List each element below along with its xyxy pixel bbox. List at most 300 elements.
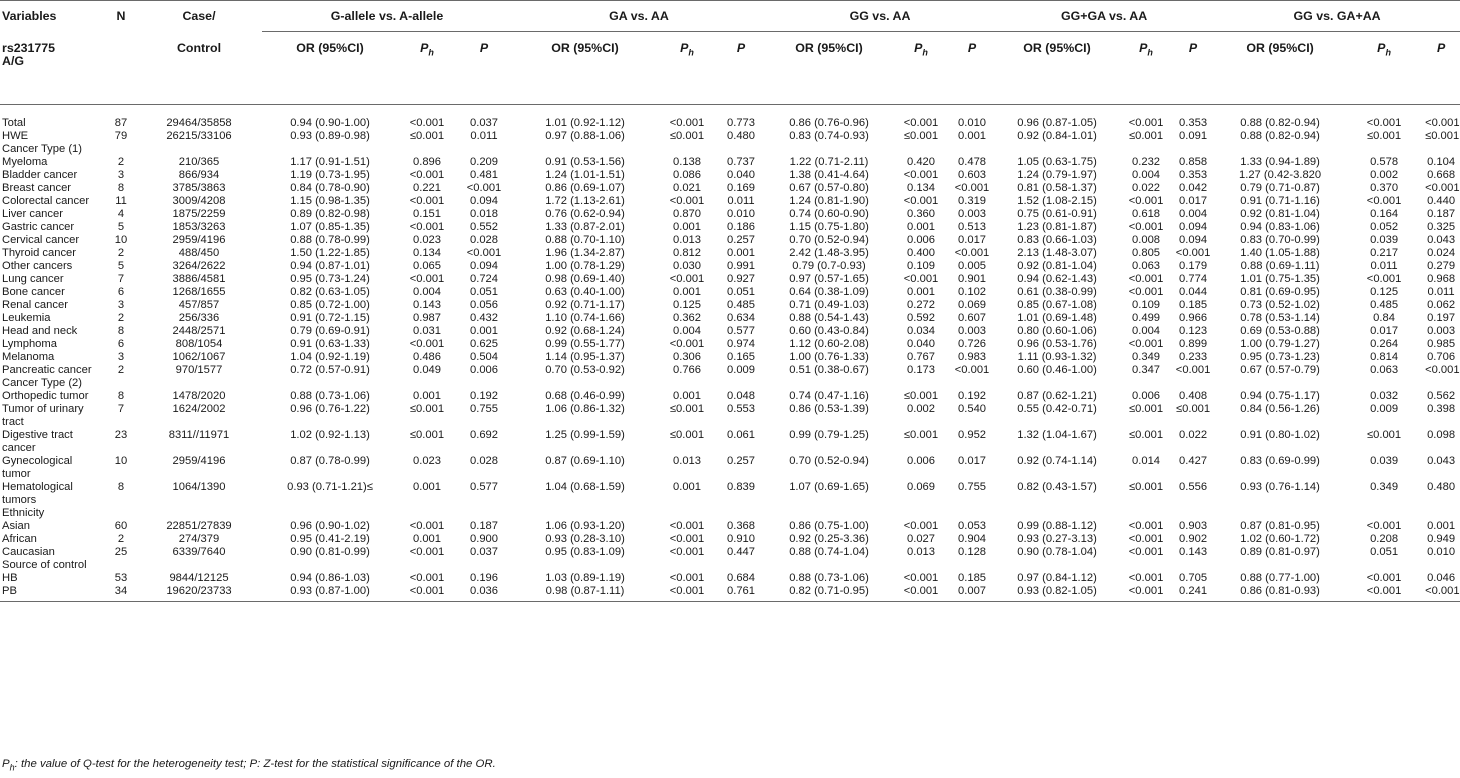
p-cell: 0.904 xyxy=(958,533,987,545)
or-cell: 0.94 (0.90-1.00) xyxy=(290,117,370,129)
case-control-cell: 9844/12125 xyxy=(169,572,229,584)
case-control-cell: 22851/27839 xyxy=(166,520,232,532)
or-cell: 0.81 (0.69-0.95) xyxy=(1240,286,1320,298)
p-cell: 0.257 xyxy=(727,455,755,467)
ph-cell: 0.217 xyxy=(1370,247,1399,259)
ph-cell: <0.001 xyxy=(1366,117,1402,129)
p-cell: 0.902 xyxy=(1179,533,1208,545)
table-row xyxy=(0,572,1460,585)
table-row xyxy=(0,234,1460,247)
ph-header xyxy=(398,32,456,105)
table-row xyxy=(0,338,1460,351)
ph-cell: 0.032 xyxy=(1370,390,1399,402)
ph-cell: 0.009 xyxy=(1370,403,1399,415)
section-label: Ethnicity xyxy=(2,507,45,519)
ph-cell: 0.349 xyxy=(1370,481,1399,493)
n-cell: 60 xyxy=(114,520,128,532)
or-cell: 0.88 (0.82-0.94) xyxy=(1240,117,1320,129)
row-label: Total xyxy=(2,117,26,129)
p-cell: 0.062 xyxy=(1427,299,1456,311)
or-cell: 0.97 (0.84-1.12) xyxy=(1017,572,1097,584)
ph-header-sub: h xyxy=(1147,47,1153,58)
group-header-ga-vs-aa: GA vs. AA xyxy=(512,1,766,32)
row-label: African xyxy=(2,533,37,545)
table-row xyxy=(0,299,1460,312)
or-cell: 0.92 (0.68-1.24) xyxy=(545,325,625,337)
ph-header xyxy=(892,32,950,105)
or-cell: 0.82 (0.63-1.05) xyxy=(290,286,370,298)
ph-cell: ≤0.001 xyxy=(1366,429,1402,441)
or-cell: 1.24 (0.81-1.90) xyxy=(789,195,869,207)
p-cell: 0.028 xyxy=(470,455,498,467)
ph-header-sub: h xyxy=(428,47,434,58)
ph-cell: ≤0.001 xyxy=(409,429,445,441)
p-header: P xyxy=(716,32,766,105)
case-control-header-top: Case/ xyxy=(136,1,262,32)
or-cell: 1.96 (1.34-2.87) xyxy=(545,247,625,259)
or-cell: 2.13 (1.48-3.07) xyxy=(1017,247,1097,259)
table-row xyxy=(0,520,1460,533)
or-cell: 0.88 (0.69-1.11) xyxy=(1240,260,1320,272)
or-cell: 0.80 (0.60-1.06) xyxy=(1017,325,1097,337)
ph-cell: 0.400 xyxy=(907,247,935,259)
case-control-header-bottom: Control xyxy=(136,32,262,105)
row-label: PB xyxy=(0,585,106,602)
or-cell: 0.93 (0.89-0.98) xyxy=(290,130,370,142)
ph-cell: 0.051 xyxy=(1370,546,1399,558)
p-cell: <0.001 xyxy=(954,182,990,194)
or-cell: 0.88 (0.78-0.99) xyxy=(290,234,370,246)
case-control-cell: 866/934 xyxy=(178,169,220,181)
ph-cell: 0.485 xyxy=(1370,299,1399,311)
ph-cell: 0.013 xyxy=(673,455,701,467)
p-cell: 0.858 xyxy=(1179,156,1208,168)
n-cell: 8 xyxy=(117,182,125,194)
or-cell: 2.42 (1.48-3.95) xyxy=(789,247,869,259)
or-cell: 0.84 (0.78-0.90) xyxy=(290,182,370,194)
p-cell: 0.010 xyxy=(727,208,755,220)
or-cell: 0.91 (0.53-1.56) xyxy=(545,156,625,168)
or-cell: 0.84 (0.56-1.26) xyxy=(1240,403,1320,415)
ph-cell: 0.208 xyxy=(1370,533,1399,545)
or-cell: 0.85 (0.72-1.00) xyxy=(290,299,370,311)
ph-cell: 0.347 xyxy=(1132,364,1161,376)
p-cell: 0.353 xyxy=(1179,117,1208,129)
or-cell: 0.88 (0.77-1.00) xyxy=(1240,572,1320,584)
p-cell: 0.706 xyxy=(1427,351,1456,363)
p-cell: 0.053 xyxy=(958,520,987,532)
section-label: Cancer Type (2) xyxy=(2,377,83,389)
or-cell: 0.89 (0.81-0.97) xyxy=(1240,546,1320,558)
or-header: OR (95%CI) xyxy=(262,32,398,105)
p-cell: 0.540 xyxy=(958,403,987,415)
ph-cell: 0.017 xyxy=(1370,325,1399,337)
p-cell: 0.186 xyxy=(727,221,755,233)
p-cell: 0.051 xyxy=(470,286,498,298)
ph-cell: 0.001 xyxy=(673,481,701,493)
n-cell: 79 xyxy=(114,130,128,142)
p-cell: 0.991 xyxy=(727,260,755,272)
row-label: Digestive tract cancer xyxy=(2,429,73,454)
case-control-cell: 1624/2002 xyxy=(172,403,226,415)
or-cell: 0.64 (0.38-1.09) xyxy=(789,286,869,298)
case-control-cell: 19620/23733 xyxy=(136,585,262,602)
p-cell: 0.408 xyxy=(1179,390,1208,402)
or-cell: 1.02 (0.60-1.72) xyxy=(1240,533,1320,545)
p-cell: 0.003 xyxy=(958,325,987,337)
ph-cell: 0.004 xyxy=(1132,325,1161,337)
p-cell: 0.001 xyxy=(958,130,987,142)
case-control-cell: 3264/2622 xyxy=(172,260,226,272)
or-cell: 0.82 (0.43-1.57) xyxy=(1017,481,1097,493)
ph-header xyxy=(1120,32,1172,105)
p-cell: 0.010 xyxy=(1427,546,1456,558)
p-cell: 0.607 xyxy=(958,312,987,324)
ph-cell: 0.027 xyxy=(907,533,935,545)
or-cell: 0.96 (0.76-1.22) xyxy=(290,403,370,415)
ph-cell: <0.001 xyxy=(1366,520,1402,532)
p-cell: 0.755 xyxy=(958,481,987,493)
row-label: Bladder cancer xyxy=(2,169,78,181)
n-cell: 2 xyxy=(117,533,125,545)
row-label: Melanoma xyxy=(2,351,55,363)
or-cell: 0.63 (0.40-1.00) xyxy=(545,286,625,298)
ph-cell: 0.001 xyxy=(907,221,935,233)
ph-cell: 0.030 xyxy=(673,260,701,272)
or-cell: 1.10 (0.74-1.66) xyxy=(545,312,625,324)
ph-cell: 0.134 xyxy=(907,182,935,194)
or-header: OR (95%CI) xyxy=(1214,32,1346,105)
ph-cell: <0.001 xyxy=(1128,533,1164,545)
ph-cell: 0.592 xyxy=(907,312,935,324)
p-cell: 0.761 xyxy=(716,585,766,602)
ph-cell: 0.014 xyxy=(1132,455,1161,467)
p-cell: 0.017 xyxy=(958,234,987,246)
or-cell: 0.88 (0.54-1.43) xyxy=(789,312,869,324)
row-label: HWE xyxy=(2,130,29,142)
snp-alleles: A/G xyxy=(2,53,25,68)
ph-cell: 0.814 xyxy=(1370,351,1399,363)
or-cell: 0.93 (0.28-3.10) xyxy=(545,533,625,545)
or-cell: 0.88 (0.70-1.10) xyxy=(545,234,625,246)
or-header: OR (95%CI) xyxy=(994,32,1120,105)
p-cell: 0.044 xyxy=(1179,286,1208,298)
table-row xyxy=(0,182,1460,195)
row-label: Gynecological tumor xyxy=(2,455,73,480)
ph-cell: ≤0.001 xyxy=(903,390,939,402)
or-cell: 0.75 (0.61-0.91) xyxy=(1017,208,1097,220)
p-cell: 0.949 xyxy=(1427,533,1456,545)
row-label: Leukemia xyxy=(2,312,51,324)
p-cell: 0.007 xyxy=(950,585,994,602)
ph-cell: <0.001 xyxy=(903,273,939,285)
p-cell: <0.001 xyxy=(466,182,502,194)
p-cell: 0.001 xyxy=(470,325,498,337)
ph-cell: ≤0.001 xyxy=(1128,130,1164,142)
p-cell: 0.094 xyxy=(1179,221,1208,233)
p-cell: 0.577 xyxy=(470,481,498,493)
ph-cell: <0.001 xyxy=(1346,585,1422,602)
or-cell: 0.93 (0.76-1.14) xyxy=(1240,481,1320,493)
or-cell: 0.94 (0.75-1.17) xyxy=(1240,390,1320,402)
ph-cell: <0.001 xyxy=(658,585,716,602)
or-cell: 1.02 (0.92-1.13) xyxy=(290,429,370,441)
footnote xyxy=(2,758,496,772)
p-cell: 0.553 xyxy=(727,403,755,415)
ph-cell: 0.023 xyxy=(413,234,441,246)
n-cell: 3 xyxy=(117,169,125,181)
ph-cell: 0.004 xyxy=(413,286,441,298)
case-control-cell: 274/379 xyxy=(178,533,220,545)
p-cell: 0.165 xyxy=(727,351,755,363)
ph-cell: <0.001 xyxy=(1366,572,1402,584)
ph-cell: 0.232 xyxy=(1132,156,1161,168)
header-row-bottom xyxy=(0,32,1460,105)
ph-cell: 0.052 xyxy=(1370,221,1399,233)
table-row xyxy=(0,429,1460,455)
or-cell: 0.82 (0.71-0.95) xyxy=(766,585,892,602)
p-cell: 0.061 xyxy=(727,429,755,441)
p-cell: 0.043 xyxy=(1427,234,1456,246)
n-cell: 10 xyxy=(114,234,128,246)
p-cell: 0.094 xyxy=(470,195,498,207)
ph-cell: 0.004 xyxy=(673,325,701,337)
ph-cell: 0.001 xyxy=(907,286,935,298)
or-cell: 1.00 (0.76-1.33) xyxy=(789,351,869,363)
or-cell: 1.72 (1.13-2.61) xyxy=(545,195,625,207)
p-cell: 0.562 xyxy=(1427,390,1456,402)
p-cell: 0.042 xyxy=(1179,182,1208,194)
ph-cell: 0.370 xyxy=(1370,182,1399,194)
p-cell: 0.985 xyxy=(1427,338,1456,350)
ph-cell: ≤0.001 xyxy=(1366,130,1402,142)
or-cell: 1.07 (0.69-1.65) xyxy=(789,481,869,493)
ph-cell: 0.049 xyxy=(413,364,441,376)
p-cell: 0.010 xyxy=(958,117,987,129)
ph-cell: <0.001 xyxy=(409,221,445,233)
ph-cell: 0.618 xyxy=(1132,208,1161,220)
ph-header-main: P xyxy=(420,41,429,55)
p-cell: <0.001 xyxy=(1425,182,1460,194)
n-cell: 6 xyxy=(117,338,125,350)
n-cell: 34 xyxy=(106,585,136,602)
table-row xyxy=(0,481,1460,507)
p-cell: 0.005 xyxy=(958,260,987,272)
variables-header: Variables xyxy=(0,1,106,32)
p-cell: 0.011 xyxy=(727,195,755,207)
case-control-cell: 457/857 xyxy=(178,299,220,311)
ph-cell: 0.362 xyxy=(673,312,701,324)
table-row xyxy=(0,390,1460,403)
or-cell: 0.87 (0.78-0.99) xyxy=(290,455,370,467)
or-cell: 1.25 (0.99-1.59) xyxy=(545,429,625,441)
n-cell: 2 xyxy=(117,247,125,259)
ph-cell: <0.001 xyxy=(903,520,939,532)
ph-cell: 0.109 xyxy=(907,260,935,272)
or-cell: 0.85 (0.67-1.08) xyxy=(1017,299,1097,311)
or-cell: 0.96 (0.53-1.76) xyxy=(1017,338,1097,350)
section-spacer xyxy=(106,559,1460,572)
p-cell: 0.427 xyxy=(1179,455,1208,467)
p-cell: 0.325 xyxy=(1427,221,1456,233)
ph-header-main: P xyxy=(1139,41,1148,55)
n-cell: 7 xyxy=(117,273,125,285)
p-cell: 0.091 xyxy=(1179,130,1208,142)
ph-cell: <0.001 xyxy=(1366,195,1402,207)
p-cell: 0.440 xyxy=(1427,195,1456,207)
ph-cell: <0.001 xyxy=(1128,221,1164,233)
or-cell: 0.78 (0.53-1.14) xyxy=(1240,312,1320,324)
ph-cell: 0.002 xyxy=(907,403,935,415)
n-subheader xyxy=(106,32,136,105)
ph-cell: 0.011 xyxy=(1370,260,1398,272)
ph-cell: <0.001 xyxy=(409,195,445,207)
n-cell: 87 xyxy=(114,117,128,129)
ph-cell: 0.805 xyxy=(1132,247,1161,259)
p-cell: 0.011 xyxy=(1427,286,1455,298)
p-cell: 0.910 xyxy=(727,533,755,545)
or-cell: 1.01 (0.69-1.48) xyxy=(1017,312,1097,324)
or-cell: 0.79 (0.71-0.87) xyxy=(1240,182,1320,194)
or-cell: 0.92 (0.81-1.04) xyxy=(1017,260,1097,272)
table-row xyxy=(0,351,1460,364)
ph-cell: ≤0.001 xyxy=(903,429,939,441)
ph-cell: 0.349 xyxy=(1132,351,1161,363)
p-cell: 0.839 xyxy=(727,481,755,493)
ph-cell: <0.001 xyxy=(1128,572,1164,584)
or-cell: 0.92 (0.81-1.04) xyxy=(1240,208,1320,220)
or-cell: 1.14 (0.95-1.37) xyxy=(545,351,625,363)
or-cell: 0.92 (0.25-3.36) xyxy=(789,533,869,545)
p-cell: 0.102 xyxy=(958,286,987,298)
or-cell: 1.06 (0.86-1.32) xyxy=(545,403,625,415)
p-cell: 0.726 xyxy=(958,338,987,350)
ph-cell: <0.001 xyxy=(1128,286,1164,298)
n-cell: 8 xyxy=(117,325,125,337)
ph-header-sub: h xyxy=(922,47,928,58)
ph-cell: <0.001 xyxy=(409,520,445,532)
p-cell: 0.577 xyxy=(727,325,755,337)
ph-cell: 0.001 xyxy=(413,533,441,545)
or-cell: 1.15 (0.75-1.80) xyxy=(789,221,869,233)
p-cell: 0.187 xyxy=(470,520,498,532)
ph-cell: 0.499 xyxy=(1132,312,1161,324)
or-cell: 0.98 (0.69-1.40) xyxy=(545,273,625,285)
ph-cell: <0.001 xyxy=(1128,520,1164,532)
section-row xyxy=(0,143,1460,156)
p-cell: 0.552 xyxy=(470,221,498,233)
ph-cell: 0.021 xyxy=(673,182,701,194)
p-cell: 0.040 xyxy=(727,169,755,181)
p-cell: 0.556 xyxy=(1179,481,1208,493)
or-cell: 0.69 (0.53-0.88) xyxy=(1240,325,1320,337)
ph-cell: 0.001 xyxy=(413,390,441,402)
or-cell: 0.93 (0.27-3.13) xyxy=(1017,533,1097,545)
ph-cell: ≤0.001 xyxy=(903,130,939,142)
case-control-cell: 1268/1655 xyxy=(172,286,226,298)
or-cell: 0.91 (0.63-1.33) xyxy=(290,338,370,350)
ph-cell: 0.008 xyxy=(1132,234,1161,246)
n-cell: 3 xyxy=(117,299,125,311)
p-cell: 0.684 xyxy=(727,572,755,584)
group-header-gg-vs-aa: GG vs. AA xyxy=(766,1,994,32)
ph-cell: 0.360 xyxy=(907,208,935,220)
p-cell: 0.705 xyxy=(1179,572,1208,584)
table-row xyxy=(0,533,1460,546)
or-cell: 0.87 (0.69-1.10) xyxy=(545,455,625,467)
row-label: Pancreatic cancer xyxy=(2,364,92,376)
group-header-gg-ga-vs-aa: GG+GA vs. AA xyxy=(994,1,1214,32)
ph-cell: 0.002 xyxy=(1370,169,1399,181)
ph-cell: 0.143 xyxy=(413,299,441,311)
n-cell: 3 xyxy=(117,351,125,363)
ph-cell: 0.001 xyxy=(413,481,441,493)
n-cell: 7 xyxy=(117,403,125,415)
n-cell: 53 xyxy=(114,572,128,584)
or-cell: 0.86 (0.76-0.96) xyxy=(789,117,869,129)
or-cell: 1.00 (0.78-1.29) xyxy=(545,260,625,272)
snp-header xyxy=(0,32,106,105)
ph-cell: 0.134 xyxy=(413,247,441,259)
ph-cell: <0.001 xyxy=(398,585,456,602)
p-cell: 0.197 xyxy=(1427,312,1456,324)
or-cell: 0.88 (0.73-1.06) xyxy=(789,572,869,584)
ph-cell: <0.001 xyxy=(409,338,445,350)
or-cell: 0.70 (0.53-0.92) xyxy=(545,364,625,376)
ph-cell: <0.001 xyxy=(409,169,445,181)
case-control-cell: 29464/35858 xyxy=(166,117,232,129)
p-cell: 0.952 xyxy=(958,429,987,441)
ph-header-sub: h xyxy=(1385,47,1391,58)
p-cell: 0.737 xyxy=(727,156,755,168)
p-cell: ≤0.001 xyxy=(1425,130,1460,142)
or-cell: 0.94 (0.83-1.06) xyxy=(1240,221,1320,233)
or-cell: 1.19 (0.73-1.95) xyxy=(290,169,370,181)
ph-cell: 0.264 xyxy=(1370,338,1399,350)
p-cell: <0.001 xyxy=(1422,585,1460,602)
p-cell: ≤0.001 xyxy=(1175,403,1211,415)
or-cell: 0.96 (0.87-1.05) xyxy=(1017,117,1097,129)
p-header: P xyxy=(456,32,512,105)
ph-cell: 0.272 xyxy=(907,299,935,311)
row-label: HB xyxy=(2,572,18,584)
p-cell: 0.179 xyxy=(1179,260,1208,272)
ph-header-main: P xyxy=(680,41,689,55)
section-row xyxy=(0,507,1460,520)
ph-cell: 0.84 xyxy=(1373,312,1395,324)
ph-header-main: P xyxy=(1377,41,1386,55)
or-cell: 0.70 (0.52-0.94) xyxy=(789,455,869,467)
p-cell: <0.001 xyxy=(1175,247,1211,259)
or-cell: 0.60 (0.46-1.00) xyxy=(1017,364,1097,376)
ph-cell: ≤0.001 xyxy=(669,403,705,415)
ph-cell: 0.013 xyxy=(673,234,701,246)
or-cell: 1.38 (0.41-4.64) xyxy=(789,169,869,181)
or-cell: 0.90 (0.78-1.04) xyxy=(1017,546,1097,558)
case-control-cell: 1064/1390 xyxy=(172,481,226,493)
p-cell: <0.001 xyxy=(1175,364,1211,376)
or-cell: 1.22 (0.71-2.11) xyxy=(789,156,869,168)
p-cell: 0.187 xyxy=(1427,208,1456,220)
footnote-text: : the value of Q-test for the heterogeneity test; P: Z-test for the statistical significance of the OR. xyxy=(14,758,496,770)
or-cell: 1.32 (1.04-1.67) xyxy=(1017,429,1097,441)
p-cell: 0.001 xyxy=(1427,520,1456,532)
p-cell: 0.017 xyxy=(1179,195,1208,207)
ph-cell: 0.039 xyxy=(1370,455,1399,467)
p-cell: 0.169 xyxy=(727,182,755,194)
table-row xyxy=(0,286,1460,299)
ph-cell: 0.006 xyxy=(907,234,935,246)
